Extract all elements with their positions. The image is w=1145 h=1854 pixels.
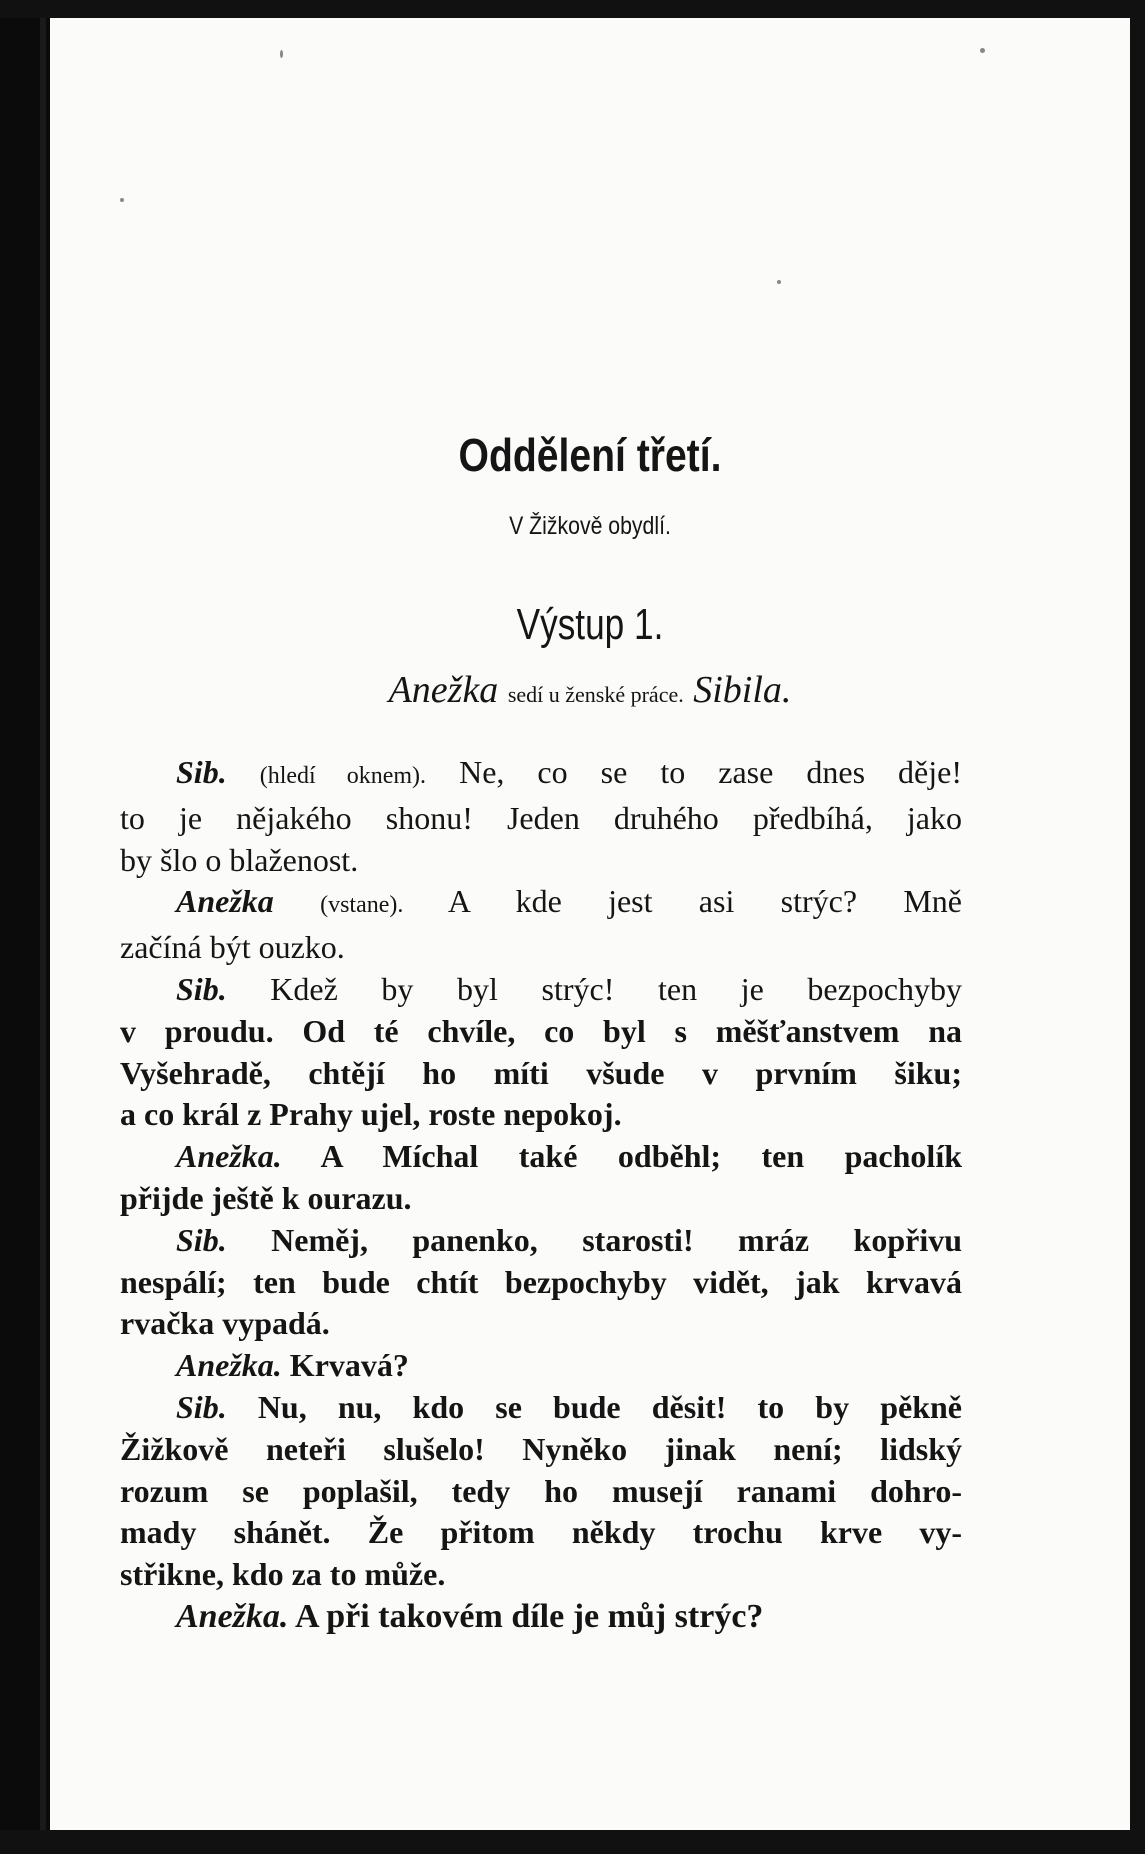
speaker-name: Sib. bbox=[176, 970, 227, 1007]
dialogue-text: Ne, co se to zase dnes děje! bbox=[459, 754, 962, 790]
dialogue-line: přijde ještě k ourazu. bbox=[120, 1179, 412, 1216]
stage-direction-text: sedí u ženské práce. bbox=[507, 682, 684, 707]
dialogue-line: to je nějakého shonu! Jeden druhého předbíhá, jako bbox=[120, 799, 962, 836]
dialogue-line bbox=[120, 1345, 962, 1387]
dialogue-line bbox=[120, 969, 962, 1011]
dialogue-line bbox=[120, 1220, 962, 1262]
dialogue-line: v proudu. Od té chvíle, co byl s měšťanstvem na bbox=[120, 1012, 962, 1049]
speaker-name: Sib. bbox=[176, 1388, 227, 1425]
scan-speck bbox=[777, 280, 781, 284]
speaker-name: Sib. bbox=[176, 1221, 227, 1258]
section-title: Oddělení třetí. bbox=[458, 429, 722, 481]
dialogue-text: A kde jest asi strýc? Mně bbox=[447, 883, 962, 920]
dialogue-line: a co král z Prahy ujel, roste nepokoj. bbox=[120, 1096, 622, 1133]
dialogue-line: nespálí; ten bude chtít bezpochyby vidět, jak krvavá bbox=[120, 1263, 962, 1300]
scan-border-right bbox=[1130, 0, 1145, 1854]
dialogue-line bbox=[120, 881, 962, 927]
dialogue-line: Vyšehradě, chtějí ho míti všude v prvním šiku; bbox=[120, 1054, 962, 1091]
dialogue-text: Krvavá? bbox=[289, 1347, 409, 1384]
stage-direction-text: (vstane). bbox=[320, 892, 404, 919]
dialogue-line: rvačka vypadá. bbox=[120, 1305, 330, 1342]
dialogue-line: by šlo o blaženost. bbox=[120, 841, 359, 878]
dialogue-text: Kdež by byl strýc! ten je bezpochyby bbox=[270, 970, 963, 1007]
character-name: Anežka bbox=[388, 669, 499, 711]
dialogue-line: mady shánět. Že přitom někdy trochu krve vy- bbox=[120, 1514, 962, 1551]
dialogue-text: A Míchal také odběhl; ten pacholík bbox=[320, 1138, 962, 1175]
dialogue-line: střikne, kdo za to může. bbox=[120, 1556, 446, 1593]
stage-direction bbox=[50, 668, 1130, 712]
scan-binding-edge bbox=[40, 0, 46, 1854]
character-name: Sibila. bbox=[693, 669, 792, 711]
dialogue-text: Nu, nu, kdo se bude děsit! to by pěkně bbox=[257, 1388, 963, 1425]
dialogue-body bbox=[120, 752, 962, 1638]
dialogue-line bbox=[120, 1136, 962, 1178]
speaker-name: Anežka. bbox=[176, 1347, 282, 1384]
scan-speck bbox=[980, 48, 985, 53]
dialogue-line bbox=[120, 752, 962, 798]
speaker-name: Sib. bbox=[176, 754, 227, 790]
speaker-name: Anežka. bbox=[176, 1138, 282, 1175]
dialogue-line: rozum se poplašil, tedy ho musejí ranami dohro- bbox=[120, 1472, 962, 1509]
scan-border-top bbox=[0, 0, 1145, 18]
scan-speck bbox=[120, 198, 124, 202]
scan-border-bottom bbox=[0, 1830, 1145, 1854]
dialogue-text: A při takovém díle je můj strýc? bbox=[295, 1597, 764, 1635]
scan-speck bbox=[280, 50, 283, 58]
dialogue-line: začíná být ouzko. bbox=[120, 929, 345, 966]
setting-line: V Žižkově obydlí. bbox=[509, 512, 671, 540]
dialogue-line bbox=[120, 1387, 962, 1429]
speaker-name: Anežka. bbox=[176, 1597, 289, 1635]
scene-title: Výstup 1. bbox=[516, 600, 664, 649]
dialogue-line: Žižkově neteři slušelo! Nyněko jinak není; lidský bbox=[120, 1430, 962, 1467]
dialogue-text: Neměj, panenko, starosti! mráz kopřivu bbox=[271, 1221, 963, 1258]
stage-direction-text: (hledí oknem). bbox=[259, 763, 427, 789]
dialogue-line bbox=[120, 1596, 962, 1638]
speaker-name: Anežka bbox=[176, 883, 274, 920]
